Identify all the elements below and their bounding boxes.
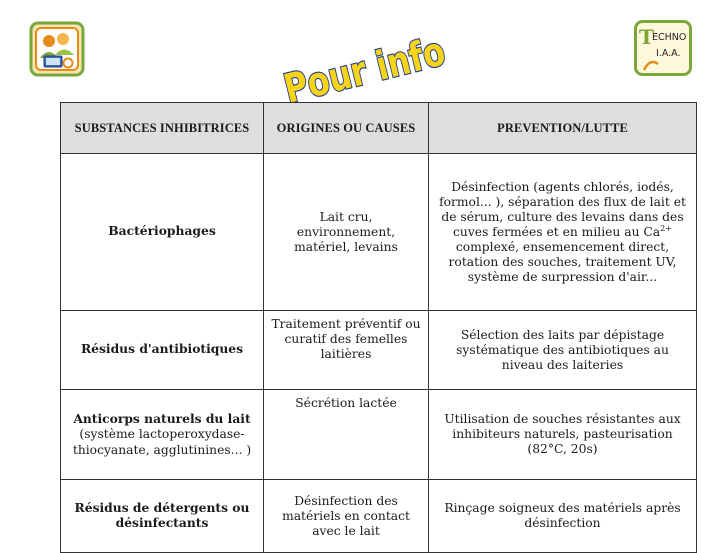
cell-substance: Résidus de détergents ou désinfectants	[61, 480, 264, 553]
cell-substance: Résidus d'antibiotiques	[61, 311, 264, 390]
prevention-text-a: Désinfection (agents chlorés, iodés, formol... ), séparation des flux de lait et de sérum, culture des levains dans des cuves fermées et en milieu au Ca	[439, 179, 686, 239]
cell-prevention: Utilisation de souches résistantes aux inhibiteurs naturels, pasteurisation (82°C, 20s)	[429, 390, 697, 480]
left-logo	[30, 22, 84, 76]
cell-origine: Désinfection des matériels en contact avec le lait	[264, 480, 429, 553]
logo-letter-t: T	[639, 25, 654, 49]
cell-prevention: Rinçage soigneux des matériels après désinfection	[429, 480, 697, 553]
table-row	[61, 154, 697, 311]
page-title	[272, 10, 491, 113]
people-computer-icon	[30, 22, 84, 76]
logo-line-2: I.A.A.	[656, 48, 681, 59]
table-row	[61, 311, 697, 390]
inhibitors-table-container	[60, 102, 696, 540]
logo-line-1: ECHNO	[652, 32, 687, 43]
inhibitors-table	[60, 102, 697, 553]
cell-prevention: Sélection des laits par dépistage systématique des antibiotiques au niveau des laiteries	[429, 311, 697, 390]
prevention-superscript: 2+	[660, 223, 672, 233]
cell-prevention	[429, 154, 697, 311]
techno-iaa-logo	[634, 20, 692, 76]
cell-origine: Lait cru, environnement, matériel, levains	[264, 154, 429, 311]
cell-substance: Bactériophages	[61, 154, 264, 311]
page-title-text: Pour info	[279, 18, 491, 113]
table-header-row	[61, 103, 697, 154]
table-row	[61, 390, 697, 480]
prevention-text-b: complexé, ensemencement direct, rotation des souches, traitement UV, système de surpression d'air...	[448, 239, 677, 284]
header-origines: ORIGINES OU CAUSES	[264, 103, 429, 154]
header-substances: SUBSTANCES INHIBITRICES	[61, 103, 264, 154]
cell-origine: Sécrétion lactée	[264, 390, 429, 480]
substance-bold: Anticorps naturels du lait	[73, 411, 251, 426]
cell-substance	[61, 390, 264, 480]
cell-origine: Traitement préventif ou curatif des femelles laitières	[264, 311, 429, 390]
table-row	[61, 480, 697, 553]
header-prevention: PREVENTION/LUTTE	[429, 103, 697, 154]
substance-detail: (système lactoperoxydase-thiocyanate, agglutinines... )	[72, 427, 252, 457]
